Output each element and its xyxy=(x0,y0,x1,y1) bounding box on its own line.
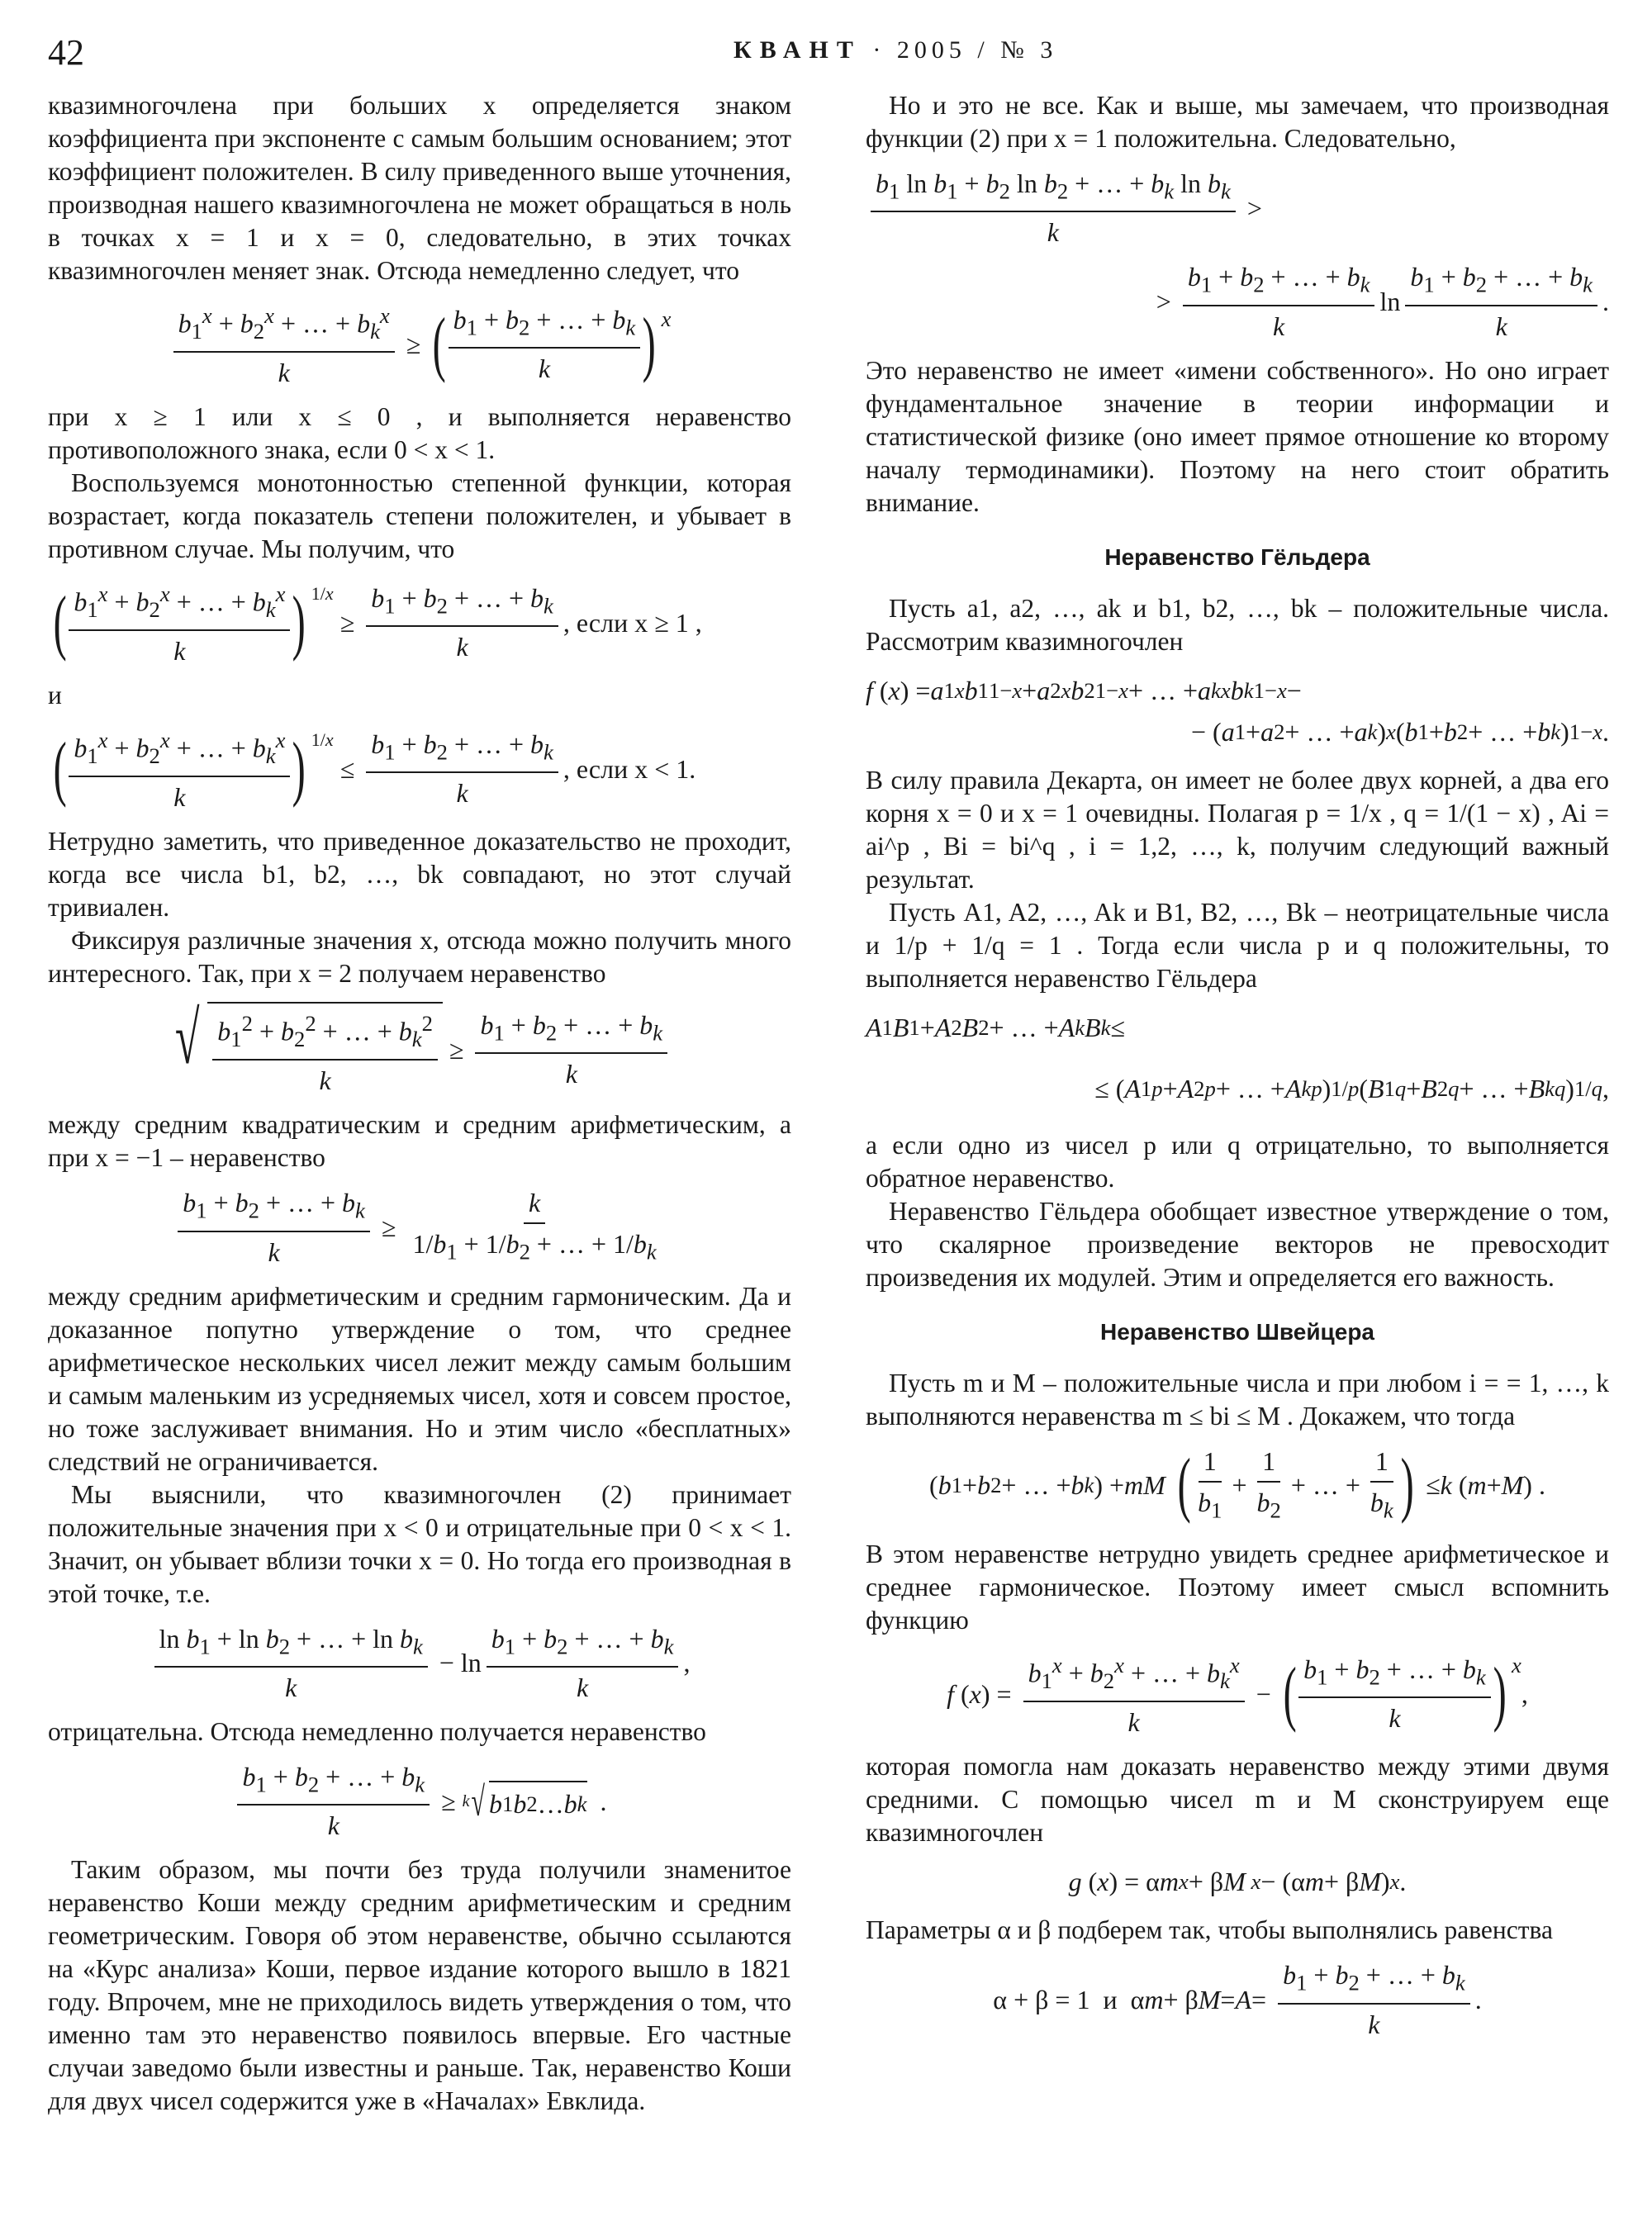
formula-schweitzer: ( b 1 + b 2 + … + b k ) + mM ( $\frac{1}{b_1}$ + $\frac{1}{b_2}$ + … + $\frac{1}{b_k}$ ) ≤ k ( m + M ) . xyxy=(929,1445,1545,1526)
conjunction: и xyxy=(48,681,62,710)
formula-holder-2: ≤ ( A 1 p + A 2 p + … + A k p ) 1/p ( B 1 q + B 2 q + … + B k q ) 1/q , xyxy=(1094,1073,1609,1103)
paragraph: Это неравенство не имеет «имени собственного». Но оно играет фундаментальное значение в теории информации и статистической физике (оно имеет прямое отношение ко второму началу термодинамики). Поэтому на него стоит обратить внимание. xyxy=(866,355,1609,517)
section-title-holder: Неравенство Гёльдера xyxy=(1104,543,1370,570)
journal-name: КВАНТ xyxy=(733,36,862,64)
paragraph: квазимногочлена при больших x определяется знаком коэффициента при экспоненте с самым большим основанием; этот коэффициент положителен. В силу приведенного выше уточнения, производная нашего квазимногочлена не может обращаться в ноль в точках x = 1 и x = 0, следовательно, в этих точках квазимногочлен меняет знак. Отсюда немедленно следует, что xyxy=(48,91,791,285)
paragraph: отрицательна. Отсюда немедленно получается неравенство xyxy=(48,1716,706,1746)
paragraph: Параметры α и β подберем так, чтобы выполнялись равенства xyxy=(866,1915,1553,1945)
left-column xyxy=(48,89,791,2118)
paragraph: Фиксируя различные значения x, отсюда можно получить много интересного. Так, при x = 2 получаем неравенство xyxy=(48,926,791,989)
formula-power-ge: ( $\frac{b_1^x + b_2^x + \dots + b_k^x}{k}$ ) $^{1/x}$ ≥ $\frac{b_1 + b_2 + \dots + b_k}{k}$ , если x ≥ 1 , xyxy=(48,577,791,667)
paragraph: В силу правила Декарта, он имеет не более двух корней, а два его корня x = 0 и x = 1 очевидны. Полагая p = 1/x , q = 1/(1 − x) , Ai = ai^p , Bi = bi^q , i = 1,2, …, k, получим следующий важный результат. xyxy=(866,765,1609,894)
formula-holder-1: A 1 B 1 + A 2 B 2 + … + A k B k ≤ xyxy=(866,1012,1125,1042)
paragraph: а если одно из чисел p или q отрицательно, то выполняется обратное неравенство. xyxy=(866,1130,1609,1193)
paragraph: В этом неравенстве нетрудно увидеть среднее арифметическое и среднее гармоническое. Поэтому имеет смысл вспомнить функцию xyxy=(866,1540,1609,1635)
condition-text: , если x < 1. xyxy=(563,753,696,784)
formula-alpha-beta: α + β = 1 и α m + β M = A = $\frac{b_1 + b_2 + \dots + b_k}{k}$ . xyxy=(993,1960,1482,2039)
paragraph: при x ≥ 1 или x ≤ 0 , и выполняется неравенство противоположного знака, если 0 < x < 1. xyxy=(48,402,791,465)
formula-entropy-lhs: $\frac{b_1 \ln b_1 + b_2 \ln b_2 + \dots + b_k \ln b_k}{k}$ > xyxy=(866,167,1609,249)
formula-rms: √ $\frac{b_1^2 + b_2^2 + \dots + b_k^2}{k}$ ≥ $\frac{b_1 + b_2 + \dots + b_k}{k}$ xyxy=(48,1002,791,1097)
paragraph: Таким образом, мы почти без труда получили знаменитое неравенство Коши между средним арифметическим и средним геометрическим. Говоря об этом неравенстве, обычно ссылаются на «Курс анализа» Коши, первое издание которого вышло в 1821 году. Впрочем, мне не приходилось видеть утверждения о том, что именно там это неравенство появилось впервые. Его частные случаи заведомо были известны и раньше. Так, неравенство Коши для двух чисел содержится уже в «Началах» Евклида. xyxy=(48,1855,791,2116)
paragraph: Пусть m и M – положительные числа и при любом i = = 1, …, k выполняются неравенства m ≤ bi ≤ M . Докажем, что тогда xyxy=(866,1368,1609,1431)
page-header xyxy=(48,31,1604,81)
page-number: 42 xyxy=(48,32,84,73)
condition-text: , если x ≥ 1 , xyxy=(563,607,702,638)
paragraph: Пусть A1, A2, …, Ak и B1, B2, …, Bk – неотрицательные числа и 1/p + 1/q = 1 . Тогда если числа p и q положительны, то выполняется неравенство Гёльдера xyxy=(866,897,1609,993)
formula-f-function: f ( x ) = $\frac{b_1^x + b_2^x + \dots + b_k^x}{k}$ − ( $\frac{b_1 + b_2 + \dots + b_k}{k}$ ) $^x$ , xyxy=(866,1649,1609,1739)
right-column xyxy=(866,89,1609,2052)
formula-log-derivative: $\frac{\ln b_1 + \ln b_2 + \dots + \ln b_k}{k}$ − ln $\frac{b_1 + b_2 + \dots + b_k}{k}$ , xyxy=(48,1622,791,1704)
journal-title xyxy=(733,36,1057,64)
paragraph: Мы выяснили, что квазимногочлен (2) принимает положительные значения при x < 0 и отрицательные при 0 < x < 1. Значит, он убывает вблизи точки x = 0. Но тогда его производная в этой точке, т.е. xyxy=(48,1479,791,1608)
formula-power-le: ( $\frac{b_1^x + b_2^x + \dots + b_k^x}{k}$ ) $^{1/x}$ ≤ $\frac{b_1 + b_2 + \dots + b_k}{k}$ , если x < 1. xyxy=(48,724,791,814)
section-title-schweitzer: Неравенство Швейцера xyxy=(1099,1318,1375,1345)
formula-g-function: g ( x ) = α m x + β M x − (α m + β M ) x . xyxy=(1068,1867,1407,1897)
paragraph: Воспользуемся монотонностью степенной функции, которая возрастает, когда показатель степени положителен, и убывает в противном случае. Мы получим, что xyxy=(48,468,791,564)
paragraph: которая помогла нам доказать неравенство между этими двумя средними. С помощью чисел m и M сконструируем еще квазимногочлен xyxy=(866,1752,1609,1848)
formula-entropy-rhs: > $\frac{b_1 + b_2 + \dots + b_k}{k}$ ln $\frac{b_1 + b_2 + \dots + b_k}{k}$ . xyxy=(1156,262,1609,341)
paragraph: Неравенство Гёльдера обобщает известное утверждение о том, что скалярное произведение векторов не превосходит произведения их модулей. Этим и определяется его важность. xyxy=(866,1196,1609,1292)
paragraph: Нетрудно заметить, что приведенное доказательство не проходит, когда все числа b1, b2, …, bk совпадают, но этот случай тривиален. xyxy=(48,827,791,923)
paragraph: Но и это не все. Как и выше, мы замечаем, что производная функции (2) при x = 1 положительна. Следовательно, xyxy=(866,91,1609,153)
journal-issue: · 2005 / № 3 xyxy=(872,36,1058,64)
formula-harmonic: $\frac{b_1 + b_2 + \dots + b_k}{k}$ ≥ $\frac{k}{1/b_1 + 1/b_2 + \dots + 1/b_k}$ xyxy=(48,1186,791,1268)
formula-holder-quasi-1: f ( x ) = a 1 x b 1 1−x + a 2 x b 2 1−x + … + a k x b k 1−x − xyxy=(866,675,1302,705)
paragraph: между средним квадратическим и средним арифметическим, а при x = −1 – неравенство xyxy=(48,1110,791,1173)
paragraph: Пусть a1, a2, …, ak и b1, b2, …, bk – положительные числа. Рассмотрим квазимногочлен xyxy=(866,593,1609,656)
paragraph: между средним арифметическим и средним гармоническим. Да и доказанное попутно утверждение о том, что среднее арифметическое нескольких чисел лежит между самым большим и самым маленьким из усредняемых чисел, хотя и совсем простое, но тоже заслуживает внимания. Но и этим число «бесплатных» следствий не ограничивается. xyxy=(48,1281,791,1476)
formula-holder-quasi-2: − ( a 1 + a 2 + … + a k ) x ( b 1 + b 2 + … + b k ) 1−x . xyxy=(1190,716,1609,747)
formula-am-gm: $\frac{b_1 + b_2 + \dots + b_k}{k}$ ≥ k √ b 1 b 2 … b k . xyxy=(48,1760,791,1842)
formula-quasi-ineq: $\frac{b_1^x + b_2^x + \dots + b_k^x}{k}$ ≥ ( $\frac{b_1 + b_2 + \dots + b_k}{k}$ ) $^x$ xyxy=(48,299,791,389)
